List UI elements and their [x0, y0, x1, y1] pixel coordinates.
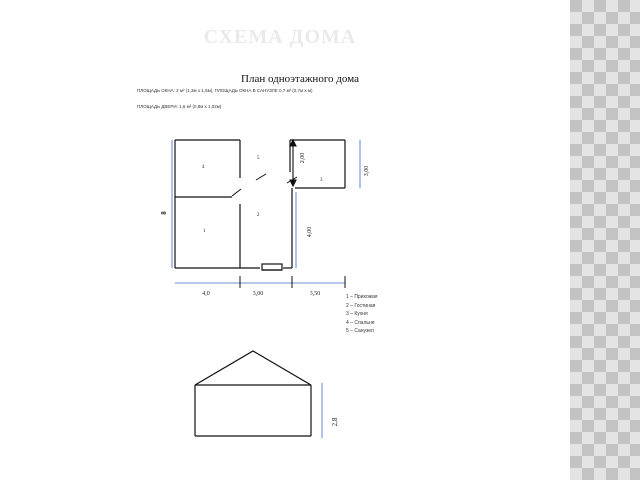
door-swing-2 [256, 174, 266, 180]
window-area-note: ПЛОЩАДЬ ОКНА: 2 м² (1,3м х 1,5м), ПЛОЩАДЬ ОКНА В САНУЗЛЕ 0,7 м² (0,7м х м) [137, 88, 313, 93]
legend-item: 1 – Прихожая [346, 294, 378, 300]
room-number-5: 5 [257, 156, 260, 161]
legend-item: 2 – Гостиная [346, 302, 376, 309]
dimension-ticks [240, 276, 345, 288]
slide-title: СХЕМА ДОМА [203, 26, 357, 48]
house-elevation [195, 351, 311, 436]
room-number-4: 4 [202, 165, 205, 170]
room-number-2: 2 [257, 213, 260, 218]
legend-item: 4 – Спальня [346, 319, 375, 326]
legend-item: 3 – Кухня [346, 311, 368, 317]
depth-arrow [290, 140, 296, 186]
roof-outline [195, 351, 311, 385]
dim-label-right-upper: 3,00 [364, 165, 370, 177]
dim-label-bottom-right: 3,50 [309, 291, 321, 297]
dimension-lines [172, 140, 360, 283]
entrance-step [262, 264, 282, 270]
floor-plan [175, 140, 345, 270]
dim-label-elevation-height: 2,8 [331, 417, 339, 427]
legend-item: 5 – Санузел [346, 328, 374, 334]
room-legend [346, 293, 378, 336]
dim-label-left-total: 8 [160, 211, 168, 215]
room-numbers [202, 156, 323, 234]
dim-label-bottom-middle: 3,00 [252, 291, 264, 297]
room-number-3: 3 [320, 178, 323, 183]
room-number-1: 1 [203, 229, 206, 234]
door-swing-1 [232, 189, 241, 196]
dim-label-right-lower: 4,00 [307, 226, 313, 238]
dim-label-bottom-left: 4,0 [202, 291, 210, 297]
plan-title: План одноэтажного дома [241, 73, 359, 85]
decorative-side-pattern [570, 0, 640, 480]
door-area-note: ПЛОЩАДЬ ДВЕРИ: 1,6 м² (0,8м х 1,02м) [137, 104, 222, 109]
dim-label-top-depth: 2,00 [300, 152, 306, 164]
